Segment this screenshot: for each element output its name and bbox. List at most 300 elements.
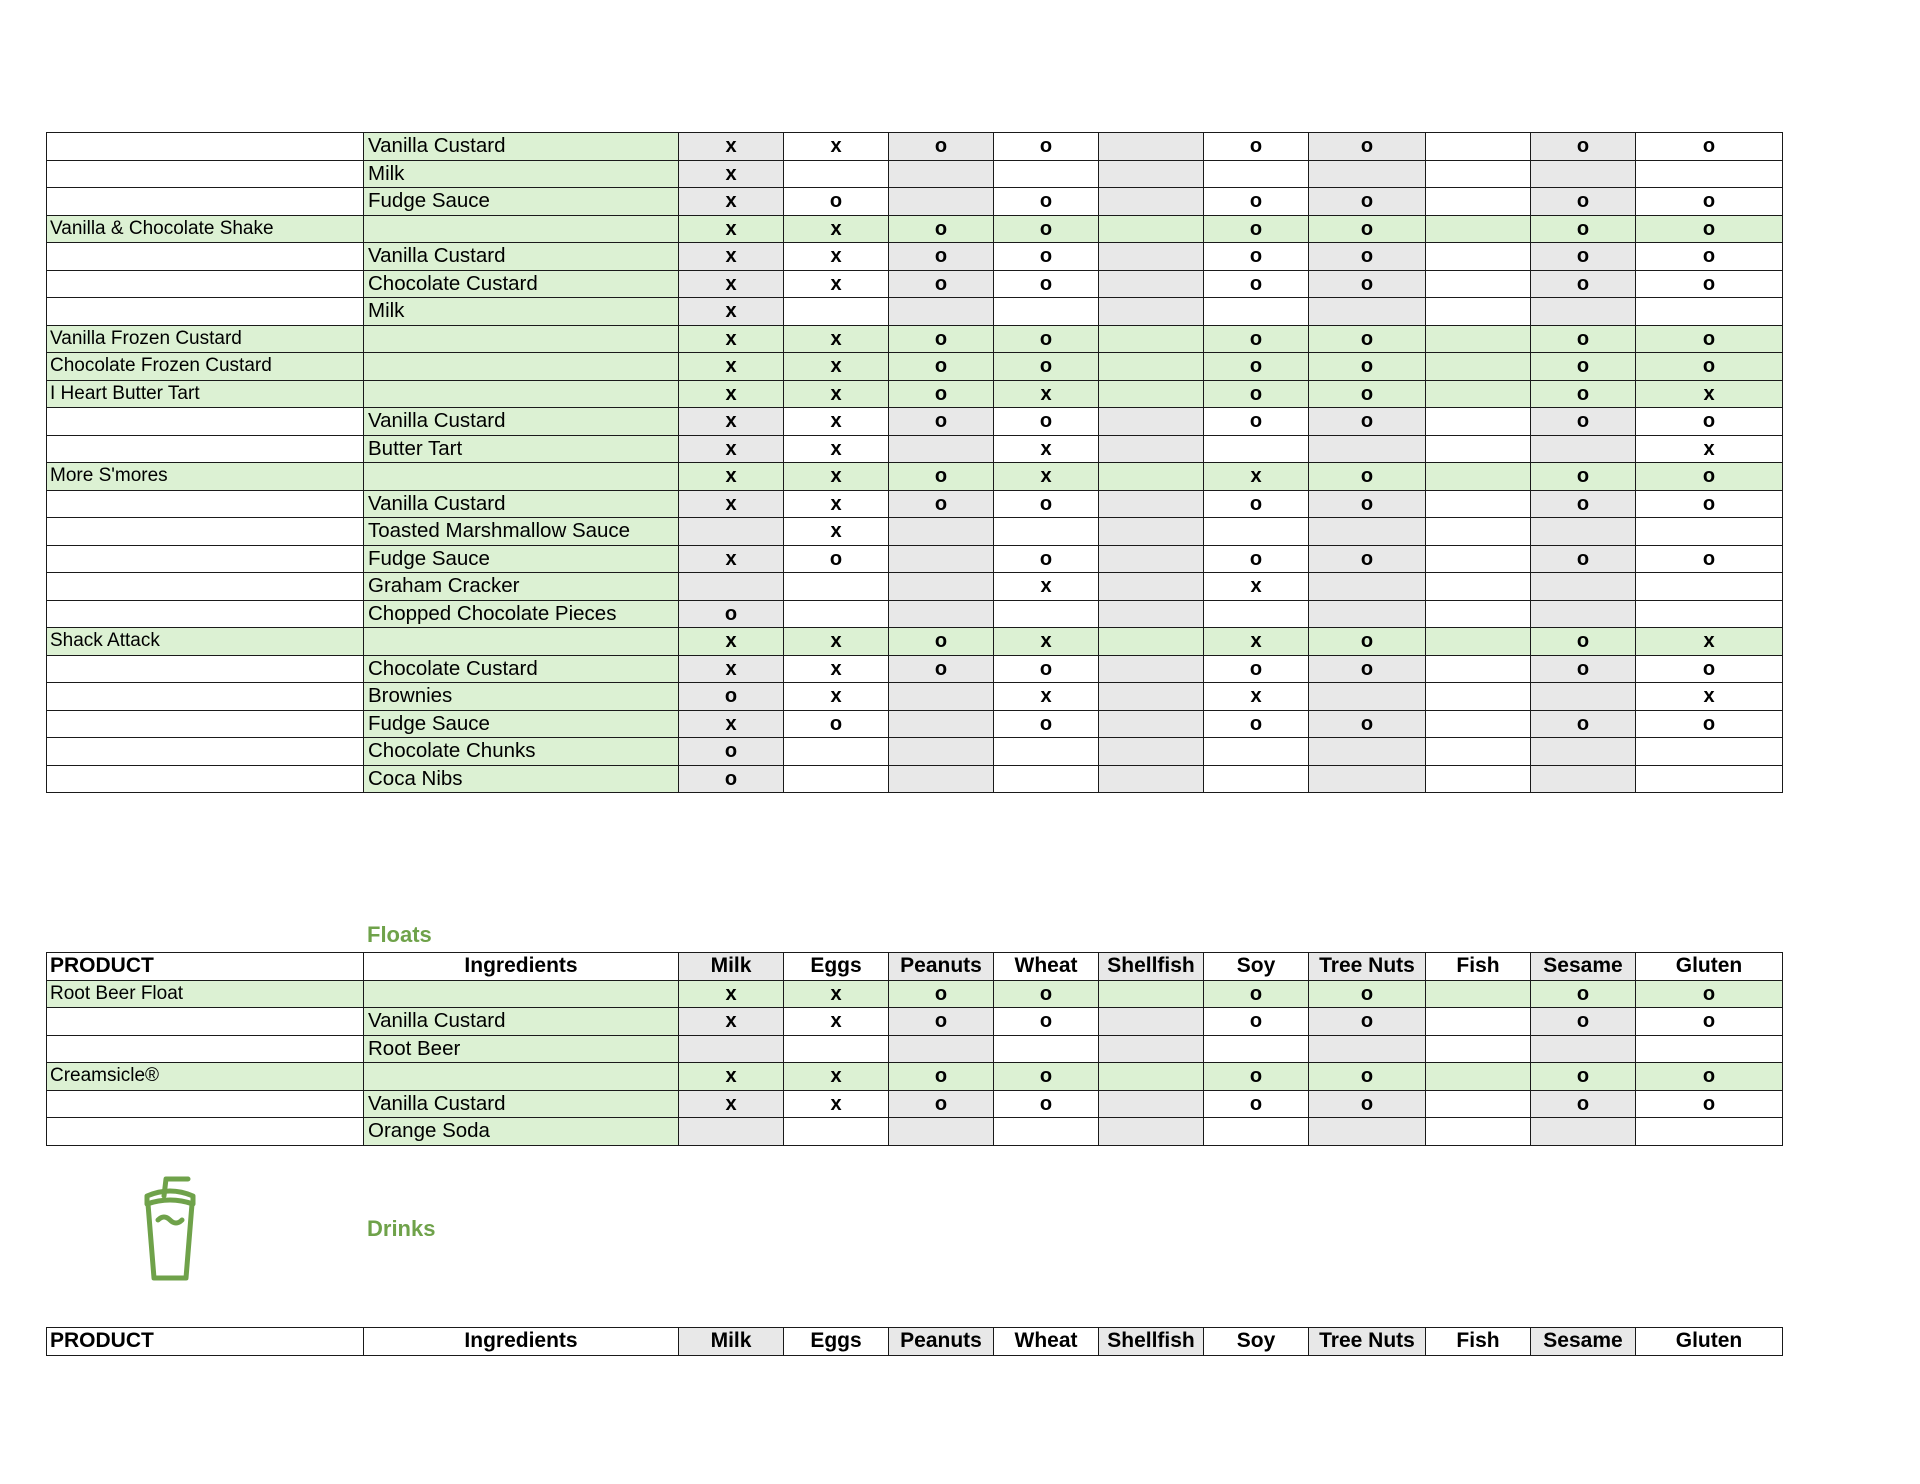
table-row: [47, 133, 1783, 161]
allergen-cell-gluten: x: [1636, 628, 1783, 656]
allergen-cell-shellfish: [1099, 160, 1204, 188]
allergen-cell-tree-nuts: [1309, 600, 1426, 628]
allergen-header-milk: Milk: [679, 1328, 784, 1356]
product-cell: [47, 655, 364, 683]
ingredients-header: Ingredients: [364, 953, 679, 981]
allergen-header-wheat: Wheat: [994, 953, 1099, 981]
allergen-cell-gluten: o: [1636, 1090, 1783, 1118]
allergen-cell-gluten: o: [1636, 188, 1783, 216]
allergen-cell-tree-nuts: o: [1309, 463, 1426, 491]
table-row: [47, 1118, 1783, 1146]
ingredient-cell: Orange Soda: [364, 1118, 679, 1146]
allergen-cell-milk: x: [679, 490, 784, 518]
allergen-cell-tree-nuts: o: [1309, 325, 1426, 353]
allergen-cell-gluten: [1636, 738, 1783, 766]
allergen-header-tree-nuts: Tree Nuts: [1309, 1328, 1426, 1356]
product-cell: [47, 160, 364, 188]
ingredient-cell: Brownies: [364, 683, 679, 711]
allergen-cell-tree-nuts: o: [1309, 710, 1426, 738]
allergen-cell-soy: [1204, 600, 1309, 628]
allergen-cell-sesame: [1531, 765, 1636, 793]
allergen-cell-eggs: [784, 298, 889, 326]
allergen-cell-milk: [679, 518, 784, 546]
allergen-table-drinks: [46, 1327, 1783, 1356]
allergen-cell-gluten: o: [1636, 353, 1783, 381]
ingredient-cell: [364, 353, 679, 381]
ingredient-cell: Milk: [364, 160, 679, 188]
ingredient-cell: Fudge Sauce: [364, 188, 679, 216]
allergen-cell-tree-nuts: [1309, 683, 1426, 711]
allergen-cell-tree-nuts: [1309, 1035, 1426, 1063]
allergen-cell-gluten: x: [1636, 435, 1783, 463]
allergen-cell-tree-nuts: o: [1309, 243, 1426, 271]
allergen-cell-shellfish: [1099, 463, 1204, 491]
allergen-cell-sesame: [1531, 435, 1636, 463]
allergen-cell-wheat: o: [994, 325, 1099, 353]
allergen-cell-fish: [1426, 573, 1531, 601]
product-cell: Shack Attack: [47, 628, 364, 656]
allergen-header-peanuts: Peanuts: [889, 953, 994, 981]
allergen-cell-sesame: [1531, 1118, 1636, 1146]
allergen-cell-tree-nuts: o: [1309, 655, 1426, 683]
allergen-cell-gluten: o: [1636, 980, 1783, 1008]
allergen-cell-eggs: x: [784, 1090, 889, 1118]
product-cell: [47, 1008, 364, 1036]
table-row: [47, 573, 1783, 601]
ingredient-cell: Vanilla Custard: [364, 133, 679, 161]
ingredient-cell: Root Beer: [364, 1035, 679, 1063]
allergen-cell-milk: x: [679, 628, 784, 656]
allergen-cell-shellfish: [1099, 298, 1204, 326]
product-cell: [47, 270, 364, 298]
allergen-cell-sesame: o: [1531, 325, 1636, 353]
allergen-cell-shellfish: [1099, 1035, 1204, 1063]
allergen-cell-wheat: o: [994, 1090, 1099, 1118]
table-row: [47, 1063, 1783, 1091]
allergen-cell-shellfish: [1099, 545, 1204, 573]
ingredient-cell: Chocolate Chunks: [364, 738, 679, 766]
allergen-cell-wheat: x: [994, 573, 1099, 601]
table-row: [47, 243, 1783, 271]
allergen-cell-soy: o: [1204, 243, 1309, 271]
table-row: [47, 490, 1783, 518]
allergen-header-sesame: Sesame: [1531, 953, 1636, 981]
allergen-cell-soy: x: [1204, 683, 1309, 711]
allergen-cell-sesame: o: [1531, 463, 1636, 491]
ingredient-cell: Vanilla Custard: [364, 1090, 679, 1118]
allergen-cell-soy: x: [1204, 573, 1309, 601]
table-row: [47, 683, 1783, 711]
allergen-cell-fish: [1426, 298, 1531, 326]
allergen-cell-wheat: [994, 1118, 1099, 1146]
allergen-cell-tree-nuts: [1309, 738, 1426, 766]
allergen-cell-soy: x: [1204, 628, 1309, 656]
allergen-cell-gluten: [1636, 765, 1783, 793]
allergen-cell-wheat: o: [994, 490, 1099, 518]
product-cell: [47, 298, 364, 326]
allergen-cell-fish: [1426, 160, 1531, 188]
allergen-cell-sesame: [1531, 600, 1636, 628]
table-row: [47, 545, 1783, 573]
allergen-cell-eggs: x: [784, 270, 889, 298]
allergen-cell-shellfish: [1099, 188, 1204, 216]
allergen-cell-milk: x: [679, 133, 784, 161]
allergen-cell-wheat: o: [994, 980, 1099, 1008]
product-cell: Root Beer Float: [47, 980, 364, 1008]
allergen-cell-wheat: o: [994, 1063, 1099, 1091]
allergen-cell-peanuts: o: [889, 655, 994, 683]
allergen-cell-peanuts: [889, 1118, 994, 1146]
allergen-cell-soy: [1204, 160, 1309, 188]
allergen-cell-sesame: o: [1531, 380, 1636, 408]
allergen-cell-wheat: x: [994, 683, 1099, 711]
allergen-cell-tree-nuts: o: [1309, 215, 1426, 243]
allergen-cell-wheat: o: [994, 408, 1099, 436]
allergen-cell-gluten: [1636, 1118, 1783, 1146]
allergen-header-fish: Fish: [1426, 953, 1531, 981]
allergen-cell-milk: [679, 573, 784, 601]
allergen-cell-milk: x: [679, 353, 784, 381]
ingredients-header: Ingredients: [364, 1328, 679, 1356]
allergen-cell-shellfish: [1099, 628, 1204, 656]
product-cell: Vanilla Frozen Custard: [47, 325, 364, 353]
allergen-cell-soy: o: [1204, 215, 1309, 243]
allergen-cell-wheat: o: [994, 655, 1099, 683]
allergen-header-fish: Fish: [1426, 1328, 1531, 1356]
table-row: [47, 160, 1783, 188]
allergen-cell-gluten: o: [1636, 710, 1783, 738]
product-header: PRODUCT: [47, 1328, 364, 1356]
allergen-header-gluten: Gluten: [1636, 953, 1783, 981]
ingredient-cell: Milk: [364, 298, 679, 326]
allergen-header-eggs: Eggs: [784, 953, 889, 981]
allergen-table-floats: [46, 952, 1783, 1146]
allergen-cell-tree-nuts: o: [1309, 380, 1426, 408]
table-row: [47, 463, 1783, 491]
allergen-cell-milk: x: [679, 1063, 784, 1091]
allergen-cell-eggs: x: [784, 1008, 889, 1036]
allergen-cell-wheat: o: [994, 353, 1099, 381]
allergen-cell-sesame: o: [1531, 270, 1636, 298]
allergen-cell-tree-nuts: o: [1309, 353, 1426, 381]
allergen-cell-tree-nuts: o: [1309, 980, 1426, 1008]
ingredient-cell: Chocolate Custard: [364, 270, 679, 298]
ingredient-cell: Vanilla Custard: [364, 490, 679, 518]
product-cell: [47, 435, 364, 463]
allergen-cell-gluten: [1636, 573, 1783, 601]
allergen-cell-fish: [1426, 463, 1531, 491]
ingredient-cell: Vanilla Custard: [364, 1008, 679, 1036]
allergen-cell-eggs: x: [784, 518, 889, 546]
allergen-cell-shellfish: [1099, 683, 1204, 711]
allergen-cell-sesame: o: [1531, 628, 1636, 656]
allergen-cell-peanuts: [889, 1035, 994, 1063]
allergen-cell-peanuts: o: [889, 1090, 994, 1118]
allergen-cell-eggs: x: [784, 133, 889, 161]
allergen-cell-milk: x: [679, 1008, 784, 1036]
ingredient-cell: Fudge Sauce: [364, 545, 679, 573]
allergen-cell-wheat: [994, 518, 1099, 546]
allergen-cell-gluten: [1636, 518, 1783, 546]
allergen-cell-sesame: o: [1531, 1063, 1636, 1091]
allergen-header-tree-nuts: Tree Nuts: [1309, 953, 1426, 981]
allergen-cell-shellfish: [1099, 408, 1204, 436]
allergen-cell-wheat: x: [994, 463, 1099, 491]
table-row: [47, 628, 1783, 656]
allergen-cell-sesame: o: [1531, 545, 1636, 573]
allergen-cell-tree-nuts: o: [1309, 490, 1426, 518]
allergen-cell-shellfish: [1099, 710, 1204, 738]
allergen-cell-eggs: x: [784, 435, 889, 463]
allergen-cell-peanuts: [889, 188, 994, 216]
allergen-cell-gluten: x: [1636, 380, 1783, 408]
table-row: [47, 325, 1783, 353]
product-cell: [47, 683, 364, 711]
allergen-cell-wheat: [994, 160, 1099, 188]
product-cell: [47, 243, 364, 271]
allergen-cell-gluten: o: [1636, 270, 1783, 298]
allergen-cell-soy: o: [1204, 1008, 1309, 1036]
allergen-cell-milk: x: [679, 298, 784, 326]
allergen-header-shellfish: Shellfish: [1099, 1328, 1204, 1356]
allergen-cell-wheat: o: [994, 710, 1099, 738]
allergen-cell-milk: x: [679, 710, 784, 738]
allergen-cell-gluten: [1636, 298, 1783, 326]
allergen-cell-shellfish: [1099, 325, 1204, 353]
table-row: [47, 215, 1783, 243]
allergen-cell-eggs: x: [784, 1063, 889, 1091]
product-cell: More S'mores: [47, 463, 364, 491]
allergen-cell-shellfish: [1099, 600, 1204, 628]
allergen-cell-tree-nuts: o: [1309, 270, 1426, 298]
drinks-section-title: Drinks: [367, 1216, 436, 1241]
product-cell: [47, 710, 364, 738]
allergen-cell-peanuts: o: [889, 325, 994, 353]
allergen-cell-fish: [1426, 655, 1531, 683]
allergen-cell-sesame: o: [1531, 133, 1636, 161]
allergen-cell-peanuts: [889, 298, 994, 326]
allergen-cell-gluten: o: [1636, 215, 1783, 243]
allergen-cell-tree-nuts: o: [1309, 1090, 1426, 1118]
allergen-cell-shellfish: [1099, 435, 1204, 463]
allergen-cell-fish: [1426, 1035, 1531, 1063]
allergen-cell-fish: [1426, 188, 1531, 216]
allergen-cell-sesame: o: [1531, 1008, 1636, 1036]
allergen-cell-peanuts: [889, 435, 994, 463]
drink-cup-icon: [144, 1176, 196, 1282]
header-row: [47, 953, 1783, 981]
allergen-header-shellfish: Shellfish: [1099, 953, 1204, 981]
allergen-cell-eggs: [784, 738, 889, 766]
allergen-header-soy: Soy: [1204, 953, 1309, 981]
ingredient-cell: [364, 325, 679, 353]
product-cell: [47, 490, 364, 518]
allergen-cell-peanuts: o: [889, 270, 994, 298]
allergen-cell-eggs: [784, 765, 889, 793]
allergen-cell-fish: [1426, 710, 1531, 738]
allergen-cell-sesame: o: [1531, 215, 1636, 243]
allergen-cell-fish: [1426, 1118, 1531, 1146]
ingredient-cell: Chopped Chocolate Pieces: [364, 600, 679, 628]
product-cell: Creamsicle®: [47, 1063, 364, 1091]
allergen-cell-gluten: x: [1636, 683, 1783, 711]
product-cell: [47, 545, 364, 573]
allergen-cell-shellfish: [1099, 380, 1204, 408]
allergen-cell-sesame: o: [1531, 188, 1636, 216]
allergen-cell-eggs: [784, 573, 889, 601]
ingredient-cell: [364, 1063, 679, 1091]
product-cell: [47, 573, 364, 601]
floats-section-title: Floats: [367, 922, 432, 947]
ingredient-cell: Toasted Marshmallow Sauce: [364, 518, 679, 546]
header-row: [47, 1328, 1783, 1356]
allergen-cell-fish: [1426, 765, 1531, 793]
allergen-cell-soy: [1204, 518, 1309, 546]
allergen-cell-shellfish: [1099, 738, 1204, 766]
allergen-cell-soy: o: [1204, 980, 1309, 1008]
product-header: PRODUCT: [47, 953, 364, 981]
ingredient-cell: Butter Tart: [364, 435, 679, 463]
table-row: [47, 270, 1783, 298]
allergen-cell-milk: x: [679, 435, 784, 463]
allergen-cell-sesame: [1531, 573, 1636, 601]
table-row: [47, 518, 1783, 546]
allergen-cell-sesame: o: [1531, 710, 1636, 738]
allergen-cell-soy: o: [1204, 188, 1309, 216]
product-cell: [47, 1035, 364, 1063]
allergen-header-milk: Milk: [679, 953, 784, 981]
table-row: [47, 353, 1783, 381]
allergen-cell-fish: [1426, 133, 1531, 161]
allergen-cell-shellfish: [1099, 655, 1204, 683]
allergen-cell-wheat: [994, 600, 1099, 628]
allergen-cell-milk: x: [679, 243, 784, 271]
allergen-cell-sesame: [1531, 683, 1636, 711]
allergen-cell-wheat: [994, 298, 1099, 326]
allergen-cell-fish: [1426, 243, 1531, 271]
allergen-cell-eggs: x: [784, 628, 889, 656]
allergen-cell-sesame: o: [1531, 490, 1636, 518]
table-row: [47, 435, 1783, 463]
allergen-cell-eggs: x: [784, 353, 889, 381]
allergen-cell-tree-nuts: o: [1309, 408, 1426, 436]
allergen-cell-shellfish: [1099, 243, 1204, 271]
allergen-cell-peanuts: [889, 518, 994, 546]
allergen-cell-wheat: o: [994, 133, 1099, 161]
allergen-cell-soy: o: [1204, 380, 1309, 408]
ingredient-cell: Fudge Sauce: [364, 710, 679, 738]
allergen-cell-tree-nuts: o: [1309, 188, 1426, 216]
allergen-cell-tree-nuts: o: [1309, 1063, 1426, 1091]
allergen-cell-peanuts: o: [889, 133, 994, 161]
allergen-cell-tree-nuts: [1309, 518, 1426, 546]
allergen-cell-milk: x: [679, 463, 784, 491]
allergen-cell-eggs: o: [784, 188, 889, 216]
allergen-cell-tree-nuts: o: [1309, 133, 1426, 161]
allergen-cell-eggs: o: [784, 545, 889, 573]
allergen-cell-eggs: [784, 1118, 889, 1146]
allergen-cell-shellfish: [1099, 980, 1204, 1008]
product-cell: Vanilla & Chocolate Shake: [47, 215, 364, 243]
allergen-cell-eggs: o: [784, 710, 889, 738]
allergen-cell-shellfish: [1099, 573, 1204, 601]
allergen-cell-sesame: o: [1531, 243, 1636, 271]
allergen-cell-milk: x: [679, 380, 784, 408]
allergen-cell-tree-nuts: [1309, 435, 1426, 463]
allergen-cell-soy: o: [1204, 353, 1309, 381]
allergen-cell-gluten: o: [1636, 408, 1783, 436]
allergen-cell-shellfish: [1099, 1063, 1204, 1091]
allergen-cell-soy: o: [1204, 710, 1309, 738]
allergen-cell-tree-nuts: [1309, 298, 1426, 326]
allergen-cell-peanuts: [889, 545, 994, 573]
allergen-cell-tree-nuts: o: [1309, 545, 1426, 573]
allergen-cell-shellfish: [1099, 518, 1204, 546]
allergen-cell-milk: x: [679, 980, 784, 1008]
allergen-cell-wheat: x: [994, 628, 1099, 656]
allergen-cell-eggs: x: [784, 655, 889, 683]
allergen-cell-fish: [1426, 980, 1531, 1008]
allergen-cell-eggs: x: [784, 408, 889, 436]
allergen-cell-sesame: [1531, 738, 1636, 766]
allergen-cell-eggs: x: [784, 215, 889, 243]
allergen-cell-shellfish: [1099, 490, 1204, 518]
allergen-cell-shellfish: [1099, 1090, 1204, 1118]
allergen-cell-milk: o: [679, 683, 784, 711]
table-row: [47, 1008, 1783, 1036]
allergen-cell-peanuts: o: [889, 1008, 994, 1036]
product-cell: [47, 408, 364, 436]
allergen-cell-sesame: o: [1531, 1090, 1636, 1118]
allergen-cell-milk: [679, 1035, 784, 1063]
allergen-cell-peanuts: o: [889, 1063, 994, 1091]
table-row: [47, 1090, 1783, 1118]
allergen-cell-fish: [1426, 545, 1531, 573]
allergen-cell-wheat: o: [994, 545, 1099, 573]
allergen-cell-eggs: [784, 600, 889, 628]
table-row: [47, 600, 1783, 628]
allergen-cell-milk: x: [679, 1090, 784, 1118]
allergen-cell-soy: o: [1204, 133, 1309, 161]
allergen-cell-soy: [1204, 1118, 1309, 1146]
allergen-cell-shellfish: [1099, 215, 1204, 243]
allergen-cell-fish: [1426, 270, 1531, 298]
allergen-cell-peanuts: [889, 683, 994, 711]
allergen-cell-peanuts: o: [889, 628, 994, 656]
table-row: [47, 380, 1783, 408]
allergen-cell-wheat: [994, 738, 1099, 766]
allergen-cell-milk: o: [679, 600, 784, 628]
allergen-cell-peanuts: o: [889, 380, 994, 408]
allergen-cell-sesame: o: [1531, 980, 1636, 1008]
allergen-cell-fish: [1426, 1008, 1531, 1036]
table-row: [47, 1035, 1783, 1063]
allergen-cell-fish: [1426, 380, 1531, 408]
allergen-cell-eggs: x: [784, 380, 889, 408]
allergen-cell-milk: o: [679, 738, 784, 766]
allergen-header-eggs: Eggs: [784, 1328, 889, 1356]
table-row: [47, 765, 1783, 793]
ingredient-cell: [364, 628, 679, 656]
ingredient-cell: Vanilla Custard: [364, 408, 679, 436]
allergen-cell-eggs: x: [784, 243, 889, 271]
table-row: [47, 655, 1783, 683]
product-cell: [47, 518, 364, 546]
allergen-cell-milk: [679, 1118, 784, 1146]
table-row: [47, 298, 1783, 326]
allergen-header-wheat: Wheat: [994, 1328, 1099, 1356]
allergen-cell-peanuts: o: [889, 353, 994, 381]
